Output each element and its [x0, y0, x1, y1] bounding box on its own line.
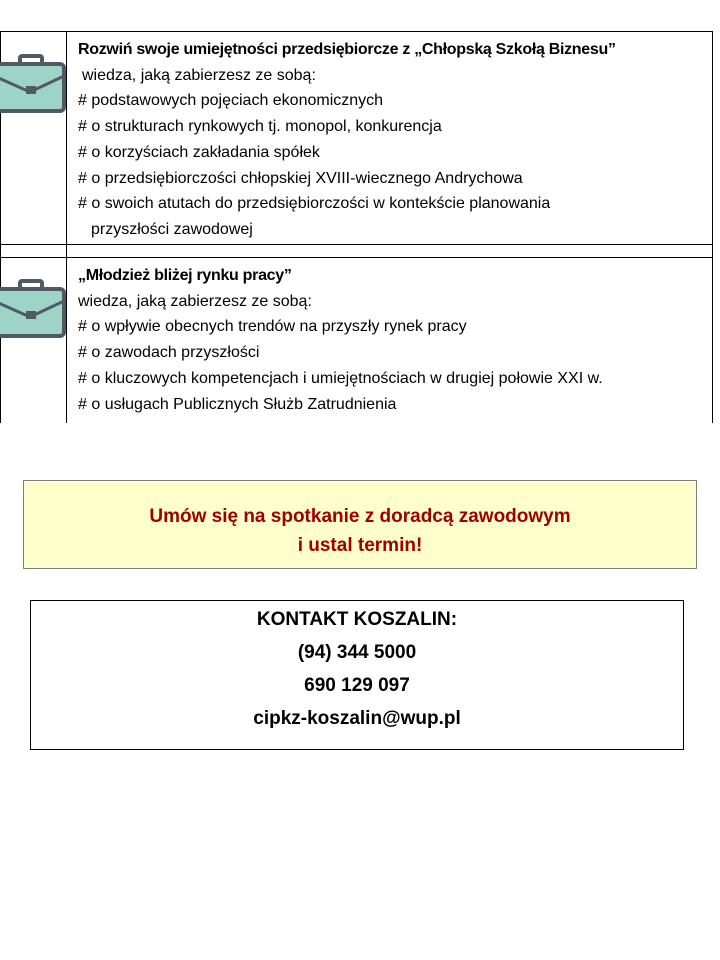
table-column-divider — [66, 32, 67, 423]
course1-item: # o przedsiębiorczości chłopskiej XVIII-wiecznego Andrychowa — [78, 169, 523, 187]
course1-intro: wiedza, jaką zabierzesz ze sobą: — [82, 66, 316, 84]
course1-title: Rozwiń swoje umiejętności przedsiębiorcze z „Chłopską Szkołą Biznesu” — [78, 41, 616, 58]
course2-item: # o usługach Publicznych Służb Zatrudnienia — [78, 395, 397, 413]
contact-heading: KONTAKT KOSZALIN: — [256, 609, 458, 630]
course2-item: # o wpływie obecnych trendów na przyszły rynek pracy — [78, 318, 467, 336]
course1-item: # podstawowych pojęciach ekonomicznych — [78, 92, 384, 110]
courses-table — [0, 31, 713, 423]
appointment-callout — [23, 480, 697, 569]
course2-item: # o kluczowych kompetencjach i umiejętnościach w drugiej połowie XXI w. — [78, 369, 603, 387]
course1-text — [78, 37, 710, 243]
callout-line: Umów się na spotkanie z doradcą zawodowym — [149, 506, 571, 527]
table-row-divider — [0, 257, 713, 258]
course1-item: # o strukturach rynkowych tj. monopol, konkurencja — [78, 118, 442, 136]
course1-item: # o korzyściach zakładania spółek — [78, 143, 320, 161]
contact-top-rule — [31, 600, 683, 601]
briefcase-icon — [0, 279, 66, 339]
contact-box — [30, 600, 684, 750]
course1-item-continuation: przyszłości zawodowej — [91, 220, 253, 238]
contact-email[interactable]: cipkz-koszalin@wup.pl — [253, 708, 461, 729]
course1-item: # o swoich atutach do przedsiębiorczości w kontekście planowania — [78, 195, 551, 213]
briefcase-icon — [0, 54, 66, 114]
callout-line: i ustal termin! — [297, 535, 423, 556]
course2-text — [78, 263, 710, 417]
course2-item: # o zawodach przyszłości — [78, 344, 260, 362]
table-row-divider — [0, 244, 713, 245]
table-border-right — [712, 32, 713, 423]
course2-title: „Młodzież bliżej rynku pracy” — [78, 267, 292, 284]
course2-intro: wiedza, jaką zabierzesz ze sobą: — [78, 292, 312, 310]
contact-phone[interactable]: (94) 344 5000 — [297, 642, 417, 663]
contact-mobile[interactable]: 690 129 097 — [304, 675, 410, 696]
